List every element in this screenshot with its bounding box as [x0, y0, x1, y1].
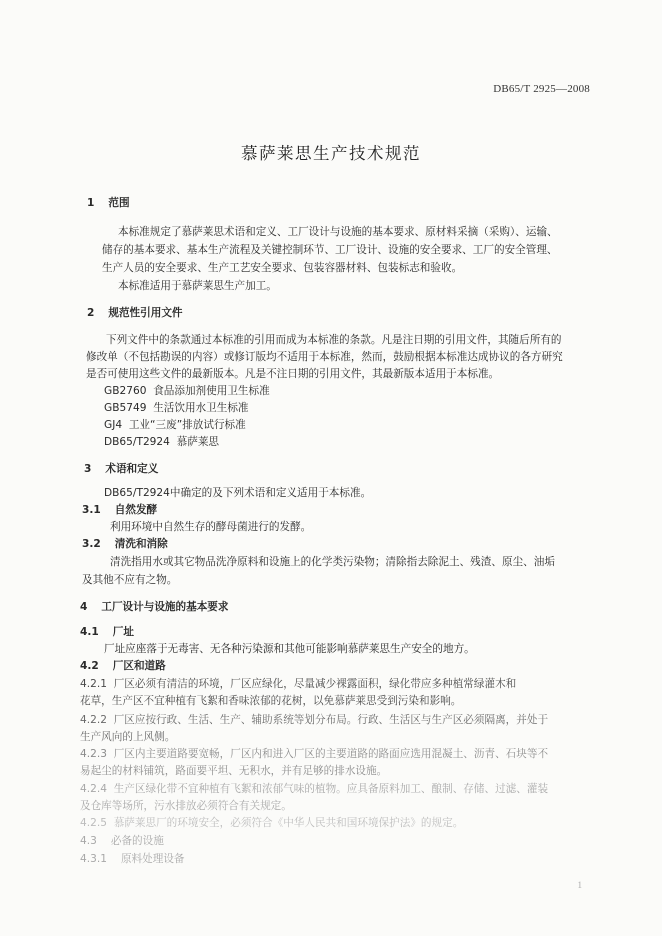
subsection-heading: 4.3.1 原料处理设备 — [80, 853, 185, 865]
section-title: 工厂设计与设施的基本要求 — [101, 601, 229, 613]
paragraph-line: DB65/T2924中确定的及下列术语和定义适用于本标准。 — [104, 487, 372, 499]
paragraph-line: 花草，生产区不宜种植有飞絮和香味浓郁的花树，以免慕萨莱思受到污染和影响。 — [80, 695, 462, 707]
subsection-heading: 4.1 厂址 — [80, 626, 134, 638]
section-number: 4 — [80, 601, 88, 613]
section-title: 规范性引用文件 — [108, 307, 183, 319]
section-4-heading — [80, 600, 229, 614]
subsection-heading: 4.2 厂区和道路 — [80, 660, 166, 672]
paragraph-line: 是否可使用这些文件的最新版本。凡是不注日期的引用文件，其最新版本适用于本标准。 — [86, 368, 500, 380]
clause-4-2-5: 4.2.5 慕萨莱思厂的环境安全，必须符合《中华人民共和国环境保护法》的规定。 — [80, 817, 464, 829]
clause-4-2-4: 4.2.4 生产区绿化带不宜种植有飞絮和浓郁气味的植物。应具备原料加工、酿制、存储、过滤、灌装 — [80, 783, 549, 795]
standard-code: DB65/T 2925—2008 — [493, 83, 590, 95]
paragraph-line: 及仓库等场所，污水排放必须符合有关规定。 — [80, 800, 292, 812]
section-2-heading — [87, 306, 183, 320]
page-number: 1 — [577, 880, 582, 890]
section-number: 3 — [84, 463, 92, 475]
reference-item: DB65/T2924 慕萨莱思 — [104, 436, 220, 448]
paragraph-line: 下列文件中的条款通过本标准的引用而成为本标准的条款。凡是注日期的引用文件，其随后所有的 — [106, 334, 562, 346]
document-title: 慕萨莱思生产技术规范 — [241, 144, 421, 163]
reference-item: GJ4 工业“三废”排放试行标准 — [104, 419, 246, 431]
paragraph-line: 本标准适用于慕萨莱思生产加工。 — [118, 280, 277, 292]
section-number: 2 — [87, 307, 95, 319]
paragraph-line: 易起尘的材料铺筑，路面要平坦、无积水，并有足够的排水设施。 — [80, 765, 388, 777]
subsection-heading: 4.3 必备的设施 — [80, 835, 164, 847]
section-title: 范围 — [108, 197, 130, 209]
section-3-heading — [84, 462, 158, 476]
term-definition: 利用环境中自然生存的酵母菌进行的发酵。 — [110, 521, 312, 533]
reference-item: GB2760 食品添加剂使用卫生标准 — [104, 385, 270, 397]
clause-4-2-3: 4.2.3 厂区内主要道路要宽畅，厂区内和进入厂区的主要道路的路面应选用混凝土、沥青、石块等不 — [80, 748, 549, 760]
clause-4-2-2: 4.2.2 厂区应按行政、生活、生产、辅助系统等划分布局。行政、生活区与生产区必须隔离，并处于 — [80, 714, 549, 726]
clause-4-2-1: 4.2.1 厂区必须有清洁的环境，厂区应绿化，尽量减少裸露面积，绿化带应多种植常绿灌木和 — [80, 678, 517, 690]
section-number: 1 — [87, 197, 95, 209]
section-1-heading — [87, 196, 130, 210]
paragraph-line: 储存的基本要求、基本生产流程及关键控制环节、工厂设计、设施的安全要求、工厂的安全管理、 — [102, 244, 558, 256]
paragraph-line: 修改单（不包括勘误的内容）或修订版均不适用于本标准，然而，鼓励根据本标准达成协议的各方研究 — [86, 351, 563, 363]
term-heading: 3.1 自然发酵 — [82, 504, 158, 516]
term-heading: 3.2 清洗和消除 — [82, 538, 168, 550]
term-definition: 清洗指用水或其它物品洗净原料和设施上的化学类污染物；清除指去除泥土、残渣、原尘、油垢 — [110, 556, 555, 568]
paragraph-line: 厂址应座落于无毒害、无各种污染源和其他可能影响慕萨莱思生产安全的地方。 — [104, 643, 475, 655]
section-title: 术语和定义 — [105, 463, 159, 475]
paragraph-line: 本标准规定了慕萨莱思术语和定义、工厂设计与设施的基本要求、原材料采摘（采购）、运输、 — [118, 226, 558, 238]
reference-item: GB5749 生活饮用水卫生标准 — [104, 402, 249, 414]
paragraph-line: 生产风向的上风侧。 — [80, 731, 176, 743]
paragraph-line: 生产人员的安全要求、生产工艺安全要求、包装容器材料、包装标志和验收。 — [102, 262, 463, 274]
term-definition: 及其他不应有之物。 — [82, 574, 178, 586]
